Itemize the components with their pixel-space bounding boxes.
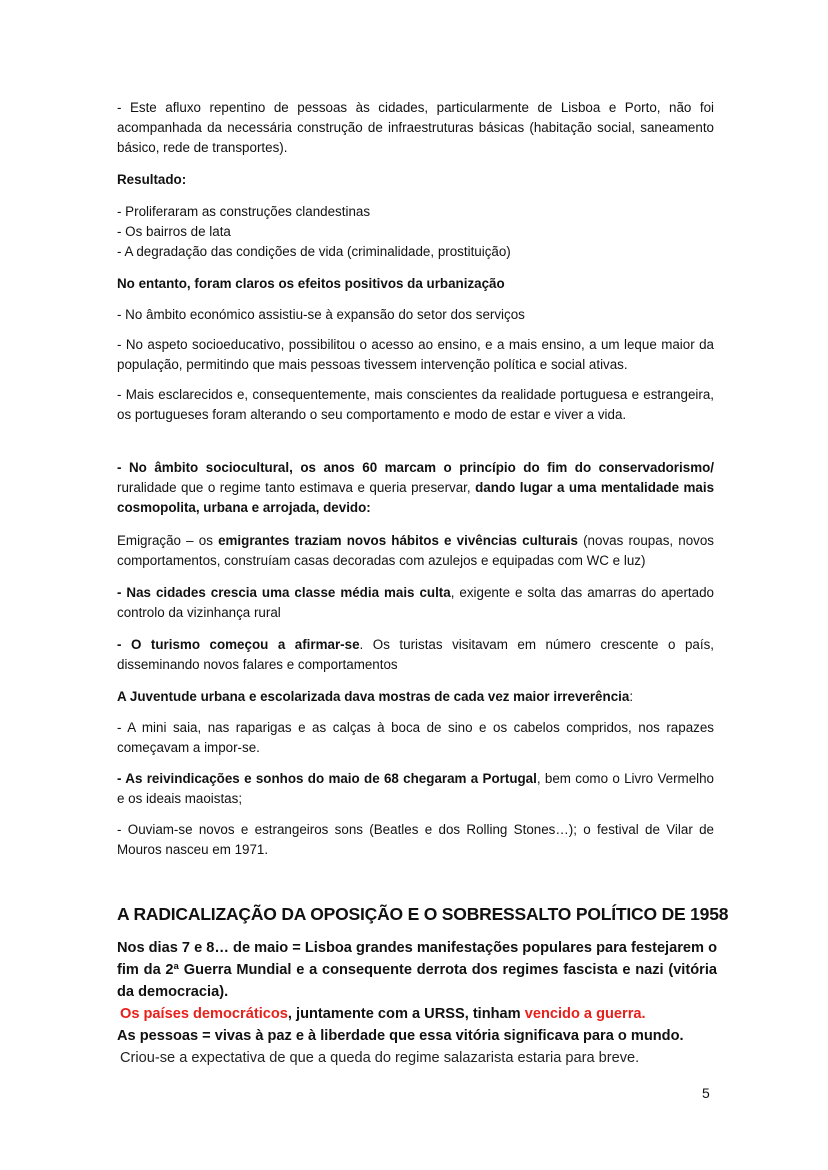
paragraph-juventude <box>117 687 714 707</box>
list-item: - Os bairros de lata <box>117 224 231 239</box>
paragraph-pessoas: As pessoas = vivas à paz e à liberdade que essa vitória significava para o mundo. <box>117 1028 684 1044</box>
paragraph-manifestacoes: Nos dias 7 e 8… de maio = Lisboa grandes manifestações populares para festejarem o fim da 2ª Guerra Mundial e a consequente derrota dos regimes fascista e nazi (vitória da democracia). <box>117 940 717 1000</box>
paragraph-maio68 <box>117 769 714 809</box>
text: Emigração – os <box>117 533 219 548</box>
section-heading: A RADICALIZAÇÃO DA OPOSIÇÃO E O SOBRESSALTO POLÍTICO DE 1958 <box>117 904 729 924</box>
list-item: - A degradação das condições de vida (criminalidade, prostituição) <box>117 244 511 259</box>
bold-text: - No âmbito sociocultural, os anos 60 marcam o princípio do fim do conservadorismo/ <box>117 460 714 475</box>
paragraph-expectativa: Criou-se a expectativa de que a queda do regime salazarista estaria para breve. <box>120 1050 640 1066</box>
page-number: 5 <box>702 1085 710 1101</box>
result-list <box>117 202 714 262</box>
bold-text: A Juventude urbana e escolarizada dava mostras de cada vez maior irreverência <box>117 689 630 704</box>
text: : <box>629 689 634 704</box>
paragraph-paises <box>120 1003 646 1025</box>
bold-text: emigrantes traziam novos hábitos e vivências culturais <box>218 533 578 548</box>
paragraph-economico: - No âmbito económico assistiu-se à expansão do setor dos serviços <box>117 307 525 322</box>
list-item: - Proliferaram as construções clandestinas <box>117 204 371 219</box>
bold-text: - O turismo começou a afirmar-se <box>117 637 360 652</box>
paragraph-minisaia: - A mini saia, nas raparigas e as calças à boca de sino e os cabelos compridos, nos rapazes começavam a impor-se. <box>117 720 714 755</box>
paragraph-sons: - Ouviam-se novos e estrangeiros sons (Beatles e dos Rolling Stones…); o festival de Vilar de Mouros nasceu em 1971. <box>117 822 714 857</box>
highlight-text: Os países democráticos <box>120 1006 288 1022</box>
heading-efeitos-positivos: No entanto, foram claros os efeitos positivos da urbanização <box>117 276 505 291</box>
text: . Os turistas visitavam em número crescente o país, disseminando novos falares e comportamentos <box>117 637 714 672</box>
paragraph-turismo <box>117 635 714 675</box>
text: , juntamente com a URSS, tinham <box>287 1006 525 1022</box>
text: , bem como o Livro Vermelho e os ideais maoistas; <box>117 771 715 806</box>
label-resultado: Resultado: <box>117 172 187 187</box>
highlight-text: vencido a guerra. <box>524 1006 646 1022</box>
paragraph-afluxo: - Este afluxo repentino de pessoas às cidades, particularmente de Lisboa e Porto, não foi acompanhada da necessária construção de infraestruturas básicas (habitação social, saneamento básico, rede de transportes). <box>117 100 714 155</box>
paragraph-emigracao <box>117 531 714 571</box>
paragraph-esclarecidos: - Mais esclarecidos e, consequentemente, mais conscientes da realidade portuguesa e estrangeira, os portugueses foram alterando o seu comportamento e modo de estar e viver a vida. <box>117 387 714 422</box>
paragraph-cidades <box>117 583 714 623</box>
text: , exigente e solta das amarras do apertado controlo da vizinhança rural <box>117 585 714 620</box>
bold-text: dando lugar a uma mentalidade mais cosmopolita, urbana e arrojada, devido: <box>117 480 715 515</box>
paragraph-socioeducativo: - No aspeto socioeducativo, possibilitou o acesso ao ensino, e a mais ensino, a um leque maior da população, permitindo que mais pessoas tivessem intervenção política e social ativas. <box>117 337 714 372</box>
bold-text: - Nas cidades crescia uma classe média mais culta <box>117 585 451 600</box>
bold-text: - As reivindicações e sonhos do maio de 68 chegaram a Portugal <box>117 771 537 786</box>
text: ruralidade que o regime tanto estimava e queria preservar, <box>117 480 476 495</box>
paragraph-sociocultural <box>117 458 714 518</box>
text: (novas roupas, novos comportamentos, construíam casas decoradas com azulejos e equipadas com WC e luz) <box>117 533 714 568</box>
